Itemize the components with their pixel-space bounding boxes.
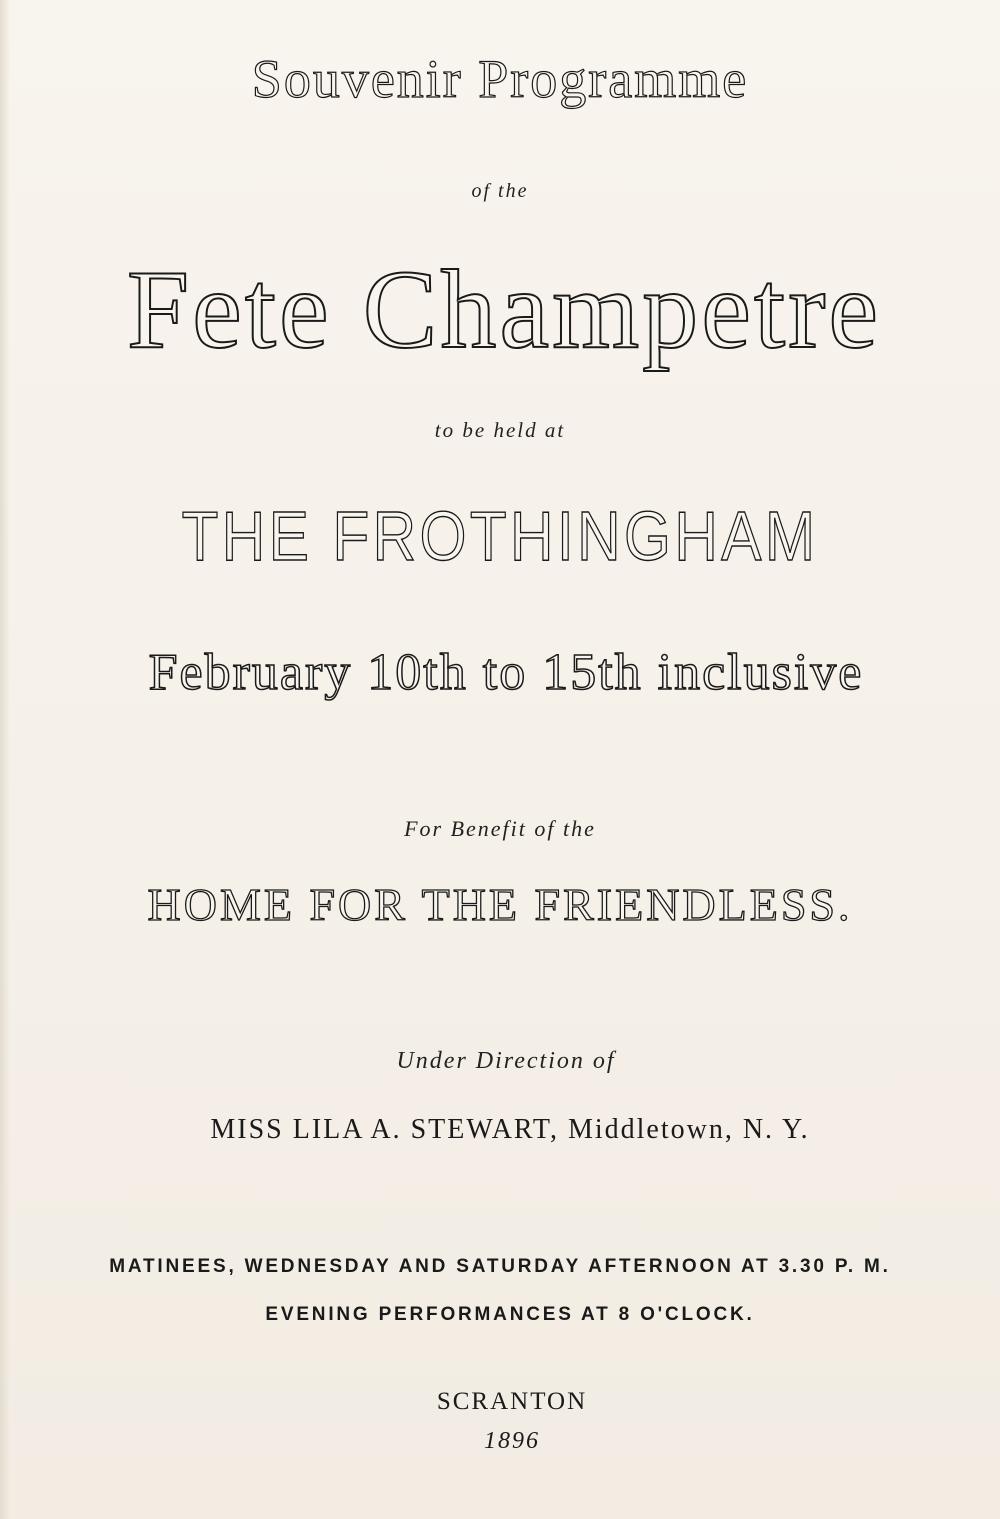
evening-schedule: EVENING PERFORMANCES AT 8 O'CLOCK. <box>265 1304 755 1325</box>
direction-connector: Under Direction of <box>396 1048 616 1074</box>
venue-name: THE FROTHINGHAM <box>181 497 819 575</box>
publication-year: 1896 <box>484 1428 540 1454</box>
director-name: MISS LILA A. STEWART, Middletown, N. Y. <box>210 1114 810 1145</box>
paper-edge-shadow <box>0 0 10 1519</box>
city-name: SCRANTON <box>436 1388 588 1415</box>
event-title: Fete Champetre <box>126 248 882 372</box>
matinee-schedule: MATINEES, WEDNESDAY AND SATURDAY AFTERNOON AT 3.30 P. M. <box>109 1256 891 1277</box>
of-the-connector: of the <box>471 180 529 202</box>
souvenir-programme-heading: Souvenir Programme <box>251 49 749 109</box>
event-dates: February 10th to 15th inclusive <box>148 644 864 701</box>
held-at-connector: to be held at <box>434 418 566 442</box>
benefit-connector: For Benefit of the <box>404 816 596 841</box>
beneficiary-name: HOME FOR THE FRIENDLESS. <box>147 879 853 930</box>
